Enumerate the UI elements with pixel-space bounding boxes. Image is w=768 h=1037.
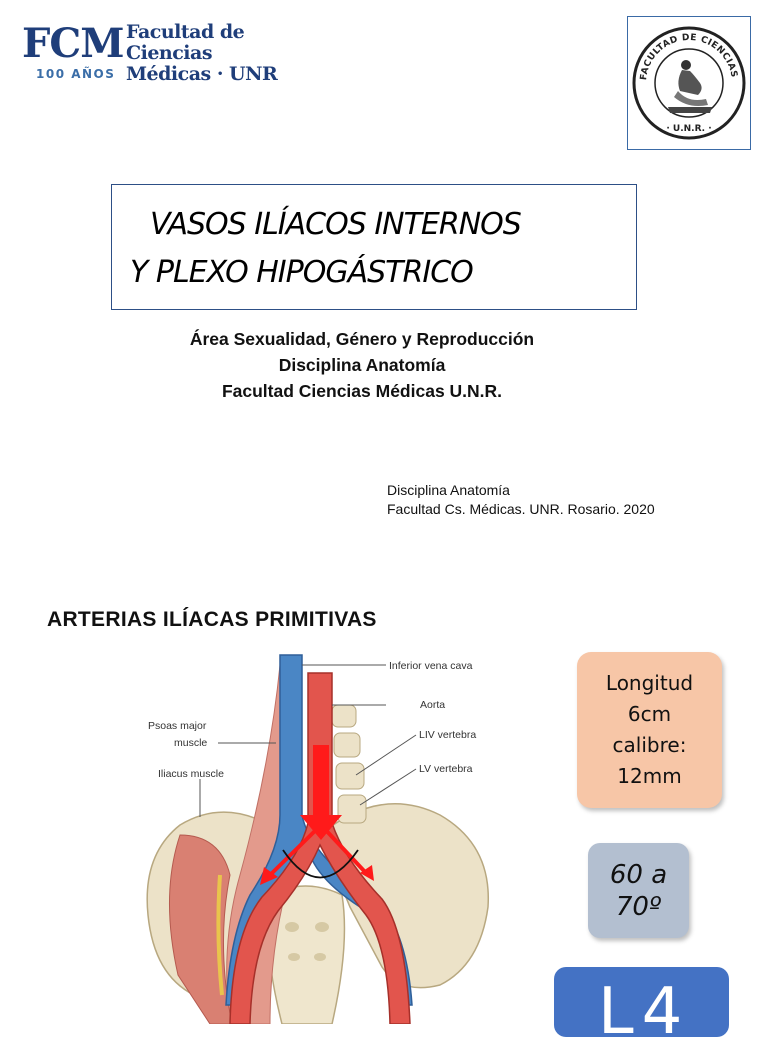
length-label: Longitud [605, 671, 694, 695]
credit-discipline: Disciplina Anatomía [387, 482, 510, 498]
title-box [111, 184, 637, 310]
caliber-label: calibre: [612, 733, 687, 757]
subtitle-faculty: Facultad Ciencias Médicas U.N.R. [221, 381, 503, 401]
title-line2: Y PLEXO HIPOGÁSTRICO [130, 255, 473, 290]
logo-name-line2: Médicas · UNR [126, 63, 278, 85]
logo-name-line1: Facultad de Ciencias [126, 21, 245, 64]
label-aorta: Aorta [420, 699, 446, 711]
label-liv-vertebra: LIV vertebra [419, 729, 477, 741]
university-seal [627, 16, 751, 150]
credit-faculty: Facultad Cs. Médicas. UNR. Rosario. 2020 [387, 501, 655, 517]
label-lv-vertebra: LV vertebra [419, 763, 473, 775]
seal-image [628, 17, 750, 149]
angle-box [588, 843, 689, 938]
fcm-logo [22, 20, 322, 86]
subtitle-discipline: Disciplina Anatomía [278, 355, 446, 375]
vertebral-level: L4 [598, 975, 691, 1037]
subtitle-area: Área Sexualidad, Género y Reproducción [189, 329, 535, 349]
iliac-arteries-illustration [120, 645, 560, 1024]
angle-line2: 70º [615, 891, 662, 922]
title-line1: VASOS ILÍACOS INTERNOS [150, 207, 521, 242]
svg-text:· U.N.R. ·: · U.N.R. · [666, 124, 712, 134]
label-psoas-muscle: muscle [174, 737, 208, 749]
section-heading: ARTERIAS ILÍACAS PRIMITIVAS [47, 608, 377, 631]
logo-name [126, 22, 322, 85]
label-iliacus-muscle: Iliacus muscle [158, 768, 224, 780]
label-inferior-vena-cava: Inferior vena cava [389, 660, 473, 672]
svg-text:FACULTAD DE CIENCIAS MEDICAS: FACULTAD DE CIENCIAS [639, 32, 739, 81]
logo-letters: FCM [22, 20, 124, 67]
logo-years: 100 AÑOS [36, 67, 116, 81]
length-caliber-box [577, 652, 722, 808]
caliber-value: 12mm [617, 764, 682, 788]
vertebral-level-box [554, 967, 729, 1037]
length-value: 6cm [627, 702, 672, 726]
label-psoas-major: Psoas major [148, 720, 207, 732]
angle-line1: 60 a [609, 859, 668, 890]
